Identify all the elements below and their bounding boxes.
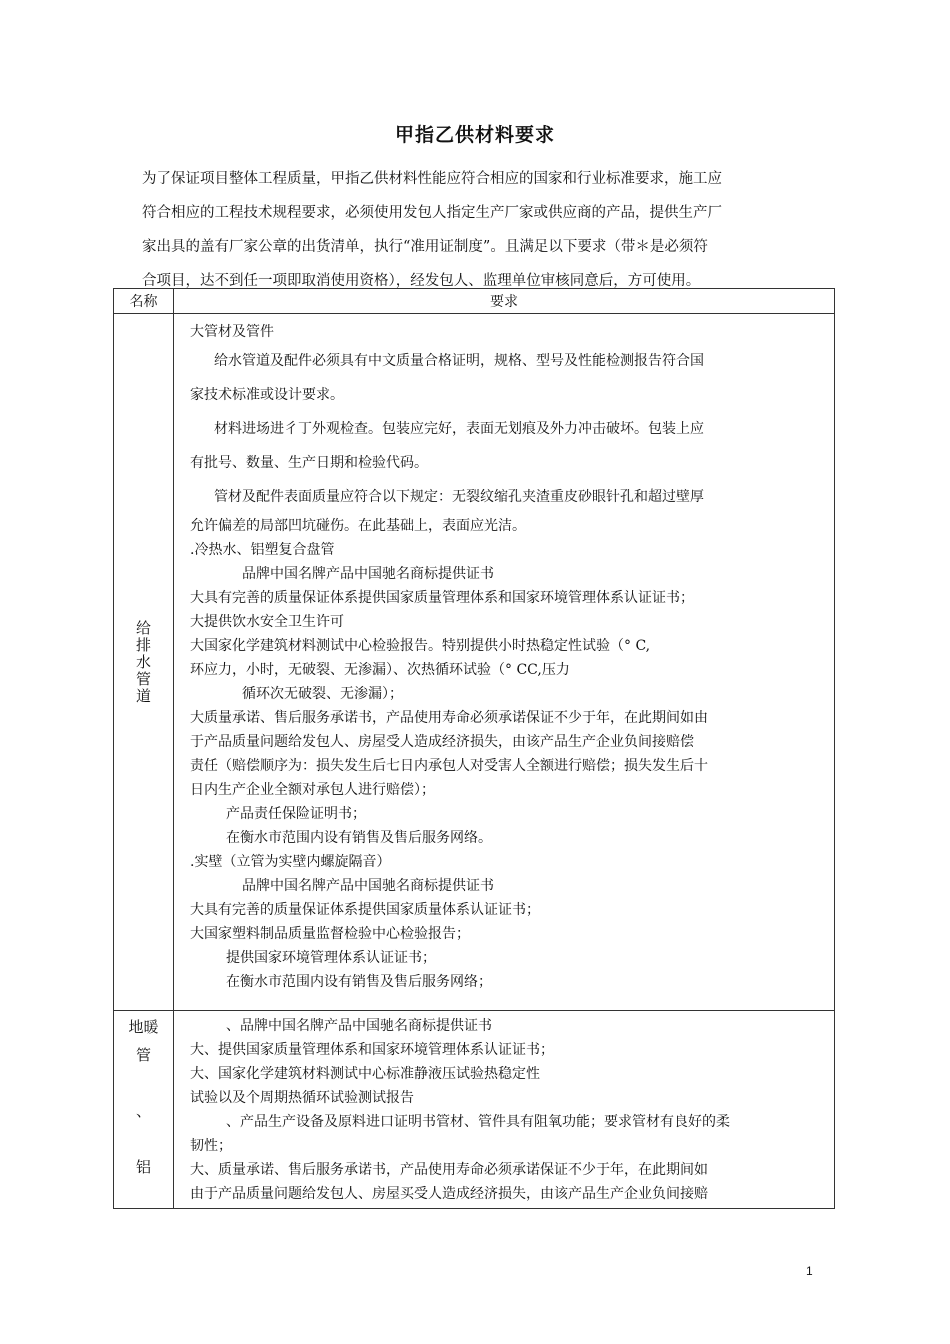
requirement-line: .实壁（立管为实壁内螺旋隔音） [190,854,391,870]
requirements-table [113,288,835,1209]
row-name-char: 管 [135,669,151,688]
requirement-line: 家技术标准或设计要求。 [190,387,344,403]
intro-line: 符合相应的工程技术规程要求，必须使用发包人指定生产厂家或供应商的产品，提供生产厂 [142,205,722,221]
row-name-cell [114,314,174,1011]
requirement-line: 在衡水市范围内设有销售及售后服务网络。 [226,830,492,846]
requirement-line: 大具有完善的质量保证体系提供国家质量体系认证证书； [190,902,540,918]
row-name-char [114,1125,173,1153]
row-name-vertical [114,1011,173,1181]
row-name-char [114,1069,173,1097]
requirement-line: 大国家塑料制品质量监督检验中心检验报告； [190,926,470,942]
requirement-line: 品牌中国名牌产品中国驰名商标提供证书 [242,566,494,582]
requirements-lines [174,314,834,994]
requirement-line: 在衡水市范围内设有销售及售后服务网络； [226,974,492,990]
requirement-line: 提供国家环境管理体系认证证书； [226,950,436,966]
intro-line: 为了保证项目整体工程质量，甲指乙供材料性能应符合相应的国家和行业标准要求，施工应 [142,171,722,187]
requirement-line: 大具有完善的质量保证体系提供国家质量管理体系和国家环境管理体系认证证书； [190,590,694,606]
table-row [114,314,835,1011]
requirement-line: 日内生产企业全额对承包人进行赔偿）； [190,782,435,798]
requirement-line: 大质量承诺、售后服务承诺书，产品使用寿命必须承诺保证不少于年，在此期间如由 [190,710,708,726]
requirement-line: 循环次无破裂、无渗漏）； [242,686,403,702]
row-name-vertical [114,620,173,705]
row-requirements-cell [174,314,835,1011]
table-header-row [114,289,835,314]
row-name-char: 排 [135,635,151,654]
requirements-lines [174,1011,834,1206]
row-requirements-cell [174,1011,835,1209]
requirement-line: 允许偏差的局部凹坑碰伤。在此基础上，表面应光洁。 [190,518,526,534]
requirement-line: 产品责任保险证明书； [226,806,366,822]
requirement-line: 、产品生产设备及原料进口证明书管材、管件具有阻氧功能；要求管材有良好的柔 [226,1114,730,1130]
row-name-char: 给 [135,618,151,637]
requirement-line: 大管材及管件 [190,324,274,340]
requirement-line: 有批号、数量、生产日期和检验代码。 [190,455,428,471]
requirement-line: 由于产品质量问题给发包人、房屋买受人造成经济损失，由该产品生产企业负间接赔 [190,1186,708,1202]
row-name-cell [114,1011,174,1209]
requirement-line: 品牌中国名牌产品中国驰名商标提供证书 [242,878,494,894]
requirement-line: .冷热水、铝塑复合盘管 [190,542,335,558]
requirement-line: 大、提供国家质量管理体系和国家环境管理体系认证证书； [190,1042,554,1058]
row-name-char: 水 [135,652,151,671]
row-name-char: 管 [135,1046,151,1064]
requirement-line: 大、质量承诺、售后服务承诺书，产品使用寿命必须承诺保证不少于年，在此期间如 [190,1162,708,1178]
requirement-line: 大提供饮水安全卫生许可 [190,614,344,630]
requirement-line: 大、国家化学建筑材料测试中心标准静液压试验热稳定性 [190,1066,540,1082]
row-name-char: 、 [135,1102,151,1120]
requirement-line: 责任（赔偿顺序为：损失发生后七日内承包人对受害人全额进行赔偿；损失发生后十 [190,758,708,774]
table-row [114,1011,835,1209]
requirement-line: 管材及配件表面质量应符合以下规定：无裂纹缩孔夹渣重皮砂眼针孔和超过壁厚 [214,489,704,505]
header-requirements: 要求 [174,289,835,314]
requirement-line: 材料进场进彳丁外观检查。包装应完好，表面无划痕及外力冲击破坏。包装上应 [214,421,704,437]
row-name-char: 铝 [135,1158,151,1176]
requirement-line: 韧性； [190,1138,232,1154]
row-name-char: 道 [135,686,151,705]
requirement-line: 于产品质量问题给发包人、房屋受人造成经济损失，由该产品生产企业负间接赔偿 [190,734,694,750]
requirement-line: 给水管道及配件必须具有中文质量合格证明，规格、型号及性能检测报告符合国 [214,353,704,369]
intro-line: 家出具的盖有厂家公章的出货清单，执行“准用证制度”。且满足以下要求（带＊是必须符 [142,239,708,255]
header-name: 名称 [114,289,174,314]
page-number: 1 [806,1264,813,1278]
intro-paragraph [142,162,832,298]
requirement-line: 环应力，小时，无破裂、无渗漏）、次热循环试验（° CC,压力 [190,662,570,678]
document-title: 甲指乙供材料要求 [394,124,555,146]
intro-line: 合项目，达不到任一项即取消使用资格），经发包人、监理单位审核同意后，方可使用。 [142,273,701,289]
requirement-line: 、品牌中国名牌产品中国驰名商标提供证书 [226,1018,492,1034]
requirement-line: 试验以及个周期热循环试验测试报告 [190,1090,414,1106]
row-name-char: 地暖 [128,1018,159,1036]
requirement-line: 大国家化学建筑材料测试中心检验报告。特别提供小时热稳定性试验（° C, [190,638,651,654]
